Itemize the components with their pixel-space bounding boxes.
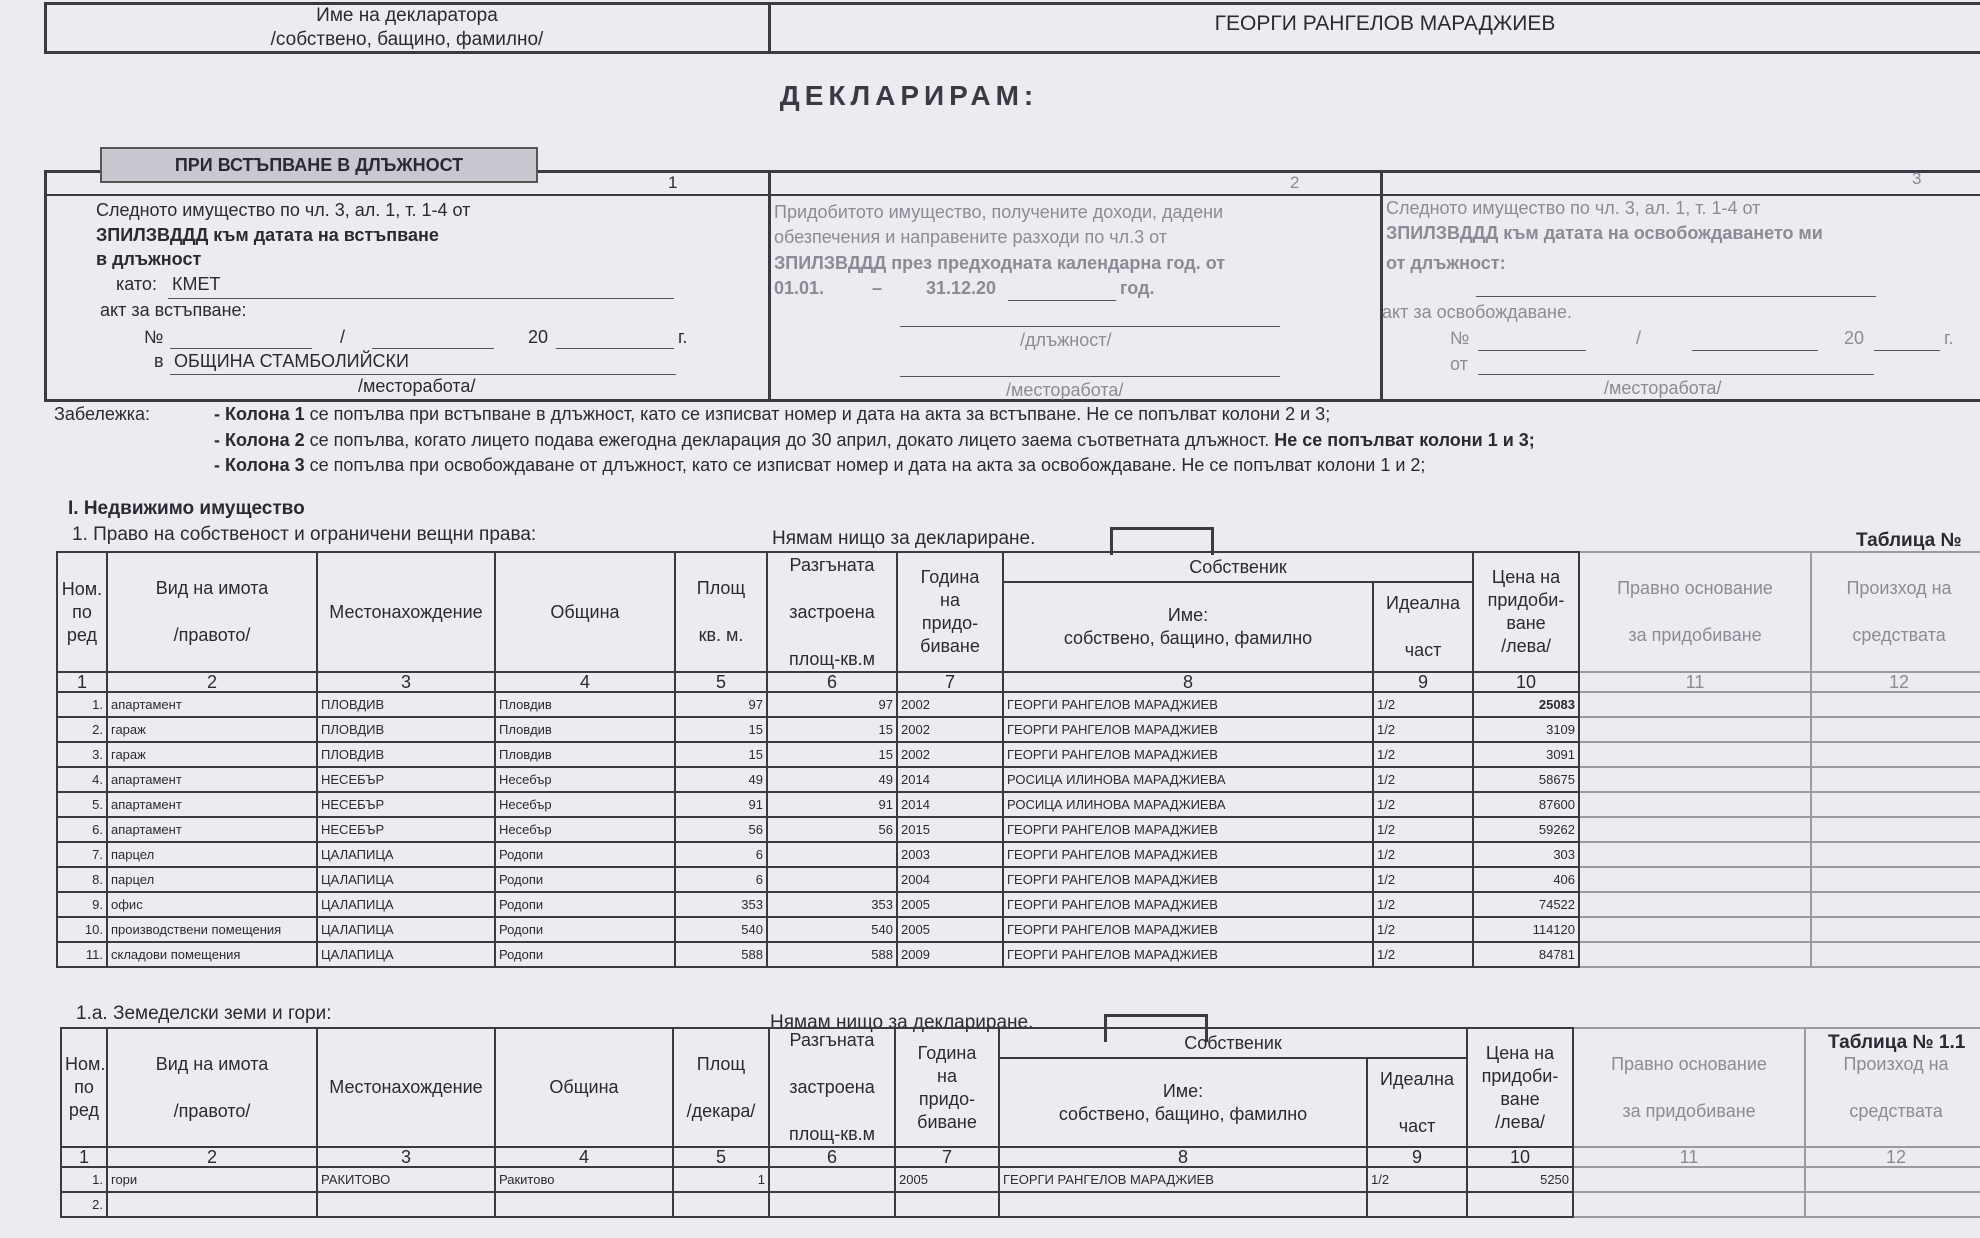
cell-legal-basis[interactable] <box>1579 942 1811 967</box>
fl-header-municipality: Община <box>495 1028 673 1147</box>
real-estate-heading: I. Недвижимо имущество <box>68 498 305 519</box>
re-header-municipality: Община <box>495 552 675 672</box>
col1-line1: Следното имущество по чл. 3, ал. 1, т. 1-4 от <box>96 200 471 220</box>
col2-date-to: 31.12.20 <box>926 278 997 298</box>
cell-acquisition-price[interactable]: 5250 <box>1467 1167 1573 1192</box>
cell-legal-basis[interactable] <box>1573 1192 1805 1217</box>
column-number-10: 10 <box>1473 672 1579 692</box>
cell-row-number[interactable]: 1. <box>61 1167 107 1192</box>
cell-row-number[interactable]: 4. <box>57 767 107 792</box>
notes-label: Забележка: <box>54 404 151 424</box>
cell-acquisition-price[interactable]: 74522 <box>1473 892 1579 917</box>
column-number-6: 6 <box>769 1147 895 1167</box>
cell-property-type[interactable]: апартамент <box>107 817 317 842</box>
cell-fund-origin[interactable] <box>1811 742 1980 767</box>
cell-owner-name[interactable] <box>999 1192 1367 1217</box>
cell-acquisition-price[interactable]: 114120 <box>1473 917 1579 942</box>
col1-no-label: № <box>144 327 164 347</box>
col2-date-from: 01.01. <box>774 278 825 298</box>
column-number-2: 2 <box>107 672 317 692</box>
cell-municipality[interactable]: Родопи <box>495 942 675 967</box>
col1-in-value: ОБЩИНА СТАМБОЛИЙСКИ <box>174 351 409 371</box>
re-header-origin: Произход на средствата <box>1811 552 1980 672</box>
col2-workplace: /месторабота/ <box>1006 380 1124 400</box>
cell-location[interactable]: ЦАЛАПИЦА <box>317 892 495 917</box>
cell-ideal-share[interactable]: 1/2 <box>1373 792 1473 817</box>
cell-acquisition-price[interactable]: 303 <box>1473 842 1579 867</box>
section-col-number-1: 1 <box>668 173 678 192</box>
cell-location[interactable]: ЦАЛАПИЦА <box>317 842 495 867</box>
farmland-table-no: Таблица № 1.1 <box>1828 1032 1966 1053</box>
cell-property-type[interactable]: производствени помещения <box>107 917 317 942</box>
cell-row-number[interactable]: 5. <box>57 792 107 817</box>
col1-line3: в длъжност <box>96 249 202 269</box>
cell-location[interactable]: РАКИТОВО <box>317 1167 495 1192</box>
cell-built-area[interactable] <box>767 842 897 867</box>
table-row <box>57 892 1980 917</box>
cell-property-type[interactable]: складови помещения <box>107 942 317 967</box>
cell-row-number[interactable]: 6. <box>57 817 107 842</box>
cell-ideal-share[interactable]: 1/2 <box>1373 717 1473 742</box>
cell-built-area[interactable]: 588 <box>767 942 897 967</box>
column-number-9: 9 <box>1373 672 1473 692</box>
col3-slash: / <box>1636 328 1642 348</box>
col1-as-value: КМЕТ <box>172 274 221 294</box>
cell-municipality[interactable]: Родопи <box>495 917 675 942</box>
col3-as-underline <box>1476 296 1876 297</box>
col3-year-prefix: 20 <box>1844 328 1865 348</box>
table-row <box>57 917 1980 942</box>
cell-property-type[interactable]: офис <box>107 892 317 917</box>
column-number-3: 3 <box>317 672 495 692</box>
cell-municipality[interactable]: Несебър <box>495 792 675 817</box>
column-number-7: 7 <box>897 672 1003 692</box>
farmland-subheading: 1.а. Земеделски земи и гори: <box>76 1003 332 1024</box>
col3-year-suffix: г. <box>1944 328 1954 348</box>
cell-area[interactable]: 588 <box>675 942 767 967</box>
cell-municipality[interactable]: Ракитово <box>495 1167 673 1192</box>
cell-owner-name[interactable]: РОСИЦА ИЛИНОВА МАРАДЖИЕВА <box>1003 792 1373 817</box>
cell-location[interactable]: ЦАЛАПИЦА <box>317 867 495 892</box>
cell-acquisition-year[interactable]: 2009 <box>897 942 1003 967</box>
column-number-8: 8 <box>999 1147 1367 1167</box>
cell-legal-basis[interactable] <box>1579 892 1811 917</box>
table-row <box>57 792 1980 817</box>
cell-municipality[interactable]: Родопи <box>495 842 675 867</box>
col1-workplace: /месторабота/ <box>358 376 476 396</box>
cell-legal-basis[interactable] <box>1579 842 1811 867</box>
cell-owner-name[interactable]: ГЕОРГИ РАНГЕЛОВ МАРАДЖИЕВ <box>1003 842 1373 867</box>
cell-ideal-share[interactable]: 1/2 <box>1373 867 1473 892</box>
cell-owner-name[interactable]: ГЕОРГИ РАНГЕЛОВ МАРАДЖИЕВ <box>1003 892 1373 917</box>
cell-fund-origin[interactable] <box>1805 1167 1980 1192</box>
column-number-11: 11 <box>1573 1147 1805 1167</box>
cell-row-number[interactable]: 1. <box>57 692 107 717</box>
cell-property-type[interactable]: гараж <box>107 742 317 767</box>
fl-header-type: Вид на имота /правото/ <box>107 1028 317 1147</box>
re-column-numbers <box>57 672 1980 692</box>
cell-municipality[interactable]: Пловдив <box>495 717 675 742</box>
declarant-label-line2: /собствено, бащино, фамилно/ <box>270 29 544 50</box>
col1-slash: / <box>340 327 346 347</box>
cell-acquisition-price[interactable]: 59262 <box>1473 817 1579 842</box>
table-row <box>57 867 1980 892</box>
notes-line-3-bold: - Колона 3 <box>214 455 305 475</box>
re-header-owner-name: Име: собствено, бащино, фамилно <box>1003 582 1373 672</box>
cell-legal-basis[interactable] <box>1579 767 1811 792</box>
col3-date-underline <box>1692 350 1818 351</box>
cell-acquisition-year[interactable]: 2005 <box>897 892 1003 917</box>
declarant-name: ГЕОРГИ РАНГЕЛОВ МАРАДЖИЕВ <box>1214 12 1556 35</box>
cell-acquisition-year[interactable]: 2003 <box>897 842 1003 867</box>
table-row <box>61 1167 1980 1192</box>
col2-workplace-underline <box>900 376 1280 377</box>
cell-owner-name[interactable]: ГЕОРГИ РАНГЕЛОВ МАРАДЖИЕВ <box>1003 717 1373 742</box>
col1-year-prefix: 20 <box>528 327 549 347</box>
cell-owner-name[interactable]: ГЕОРГИ РАНГЕЛОВ МАРАДЖИЕВ <box>1003 817 1373 842</box>
cell-acquisition-year[interactable]: 2002 <box>897 692 1003 717</box>
cell-owner-name[interactable]: ГЕОРГИ РАНГЕЛОВ МАРАДЖИЕВ <box>1003 692 1373 717</box>
table-row <box>57 942 1980 967</box>
cell-fund-origin[interactable] <box>1805 1192 1980 1217</box>
fl-header-owner: Собственик <box>999 1028 1467 1058</box>
fl-header-legal: Правно основание за придобиване <box>1573 1028 1805 1147</box>
cell-acquisition-year[interactable] <box>895 1192 999 1217</box>
cell-ideal-share[interactable]: 1/2 <box>1373 767 1473 792</box>
notes-line-2-text: се попълва, когато лицето подава ежегодна декларация до 30 април, докато лицето заема съответната длъжност. <box>304 430 1275 450</box>
cell-fund-origin[interactable] <box>1811 692 1980 717</box>
section-badge: ПРИ ВСТЪПВАНЕ В ДЛЪЖНОСТ <box>100 147 538 183</box>
real-estate-table <box>56 551 1980 968</box>
cell-area[interactable]: 49 <box>675 767 767 792</box>
col2-line3: ЗПИЛЗВДДД през предходната календарна год. от <box>774 253 1226 273</box>
col1-year-suffix: г. <box>678 327 688 347</box>
cell-acquisition-year[interactable]: 2004 <box>897 867 1003 892</box>
table-row <box>61 1192 1980 1217</box>
fl-header-area: Площ /декара/ <box>673 1028 769 1147</box>
cell-built-area[interactable]: 49 <box>767 767 897 792</box>
col3-year-underline <box>1874 350 1940 351</box>
notes-line-3-text: се попълва при освобождаване от длъжност, като се изписват номер и дата на акта за освобождаване. Не се попълват колони 1 и 2; <box>304 455 1426 475</box>
col2-year-underline <box>1008 300 1116 301</box>
col3-line1: Следното имущество по чл. 3, ал. 1, т. 1-4 от <box>1386 198 1761 218</box>
column-number-1: 1 <box>57 672 107 692</box>
cell-location[interactable]: НЕСЕБЪР <box>317 767 495 792</box>
cell-location[interactable]: ЦАЛАПИЦА <box>317 917 495 942</box>
fl-header-built: Разгъната застроена площ-кв.м <box>769 1028 895 1147</box>
cell-built-area[interactable]: 15 <box>767 742 897 767</box>
cell-legal-basis[interactable] <box>1579 817 1811 842</box>
col3-from-label: от <box>1450 354 1468 374</box>
cell-built-area[interactable]: 15 <box>767 717 897 742</box>
cell-acquisition-price[interactable]: 3091 <box>1473 742 1579 767</box>
cell-location[interactable]: ПЛОВДИВ <box>317 742 495 767</box>
col3-act-label: акт за освобождаване. <box>1382 302 1572 322</box>
cell-fund-origin[interactable] <box>1811 792 1980 817</box>
cell-ideal-share[interactable]: 1/2 <box>1373 842 1473 867</box>
col2-position-underline <box>900 326 1280 327</box>
re-header-area: Площ кв. м. <box>675 552 767 672</box>
cell-fund-origin[interactable] <box>1811 717 1980 742</box>
cell-acquisition-price[interactable]: 25083 <box>1473 692 1579 717</box>
cell-legal-basis[interactable] <box>1579 742 1811 767</box>
cell-legal-basis[interactable] <box>1579 917 1811 942</box>
cell-fund-origin[interactable] <box>1811 867 1980 892</box>
cell-ideal-share[interactable]: 1/2 <box>1367 1167 1467 1192</box>
cell-acquisition-year[interactable]: 2002 <box>897 717 1003 742</box>
cell-owner-name[interactable]: РОСИЦА ИЛИНОВА МАРАДЖИЕВА <box>1003 767 1373 792</box>
declarant-label <box>44 4 770 52</box>
re-header-share: Идеална част <box>1373 582 1473 672</box>
cell-location[interactable]: НЕСЕБЪР <box>317 817 495 842</box>
cell-municipality[interactable]: Несебър <box>495 767 675 792</box>
cell-property-type[interactable]: парцел <box>107 867 317 892</box>
column-number-5: 5 <box>673 1147 769 1167</box>
cell-fund-origin[interactable] <box>1811 942 1980 967</box>
re-header-location: Местонахождение <box>317 552 495 672</box>
cell-owner-name[interactable]: ГЕОРГИ РАНГЕЛОВ МАРАДЖИЕВ <box>999 1167 1367 1192</box>
cell-acquisition-price[interactable]: 3109 <box>1473 717 1579 742</box>
cell-municipality[interactable]: Пловдив <box>495 692 675 717</box>
cell-area[interactable]: 56 <box>675 817 767 842</box>
table-row <box>57 767 1980 792</box>
column-number-1: 1 <box>61 1147 107 1167</box>
section-divider-2 <box>1380 170 1383 402</box>
re-header-num: Ном. по ред <box>57 552 107 672</box>
cell-row-number[interactable]: 7. <box>57 842 107 867</box>
real-estate-table-no: Таблица № <box>1856 530 1962 551</box>
re-header-built: Разгъната застроена площ-кв.м <box>767 552 897 672</box>
col1-line2: ЗПИЛЗВДДД към датата на встъпване <box>96 225 439 245</box>
table-row <box>57 692 1980 717</box>
column-number-7: 7 <box>895 1147 999 1167</box>
cell-built-area[interactable] <box>767 867 897 892</box>
cell-owner-name[interactable]: ГЕОРГИ РАНГЕЛОВ МАРАДЖИЕВ <box>1003 867 1373 892</box>
cell-acquisition-year[interactable]: 2005 <box>895 1167 999 1192</box>
notes-line-3 <box>214 453 1425 478</box>
re-header-owner: Собственик <box>1003 552 1473 582</box>
cell-fund-origin[interactable] <box>1811 917 1980 942</box>
farmland-table <box>60 1027 1980 1218</box>
cell-area[interactable]: 353 <box>675 892 767 917</box>
table-row <box>57 842 1980 867</box>
cell-municipality[interactable]: Пловдив <box>495 742 675 767</box>
cell-built-area[interactable]: 91 <box>767 792 897 817</box>
cell-municipality[interactable]: Несебър <box>495 817 675 842</box>
cell-acquisition-price[interactable] <box>1467 1192 1573 1217</box>
cell-area[interactable]: 1 <box>673 1167 769 1192</box>
re-header-legal: Правно основание за придобиване <box>1579 552 1811 672</box>
real-estate-subheading: 1. Право на собственост и ограничени вещни права: <box>72 524 537 545</box>
cell-fund-origin[interactable] <box>1811 842 1980 867</box>
cell-location[interactable]: ПЛОВДИВ <box>317 717 495 742</box>
col1-year-underline <box>556 348 674 349</box>
cell-fund-origin[interactable] <box>1811 892 1980 917</box>
col1-act-label: акт за встъпване: <box>100 300 247 320</box>
col3-from-underline <box>1478 374 1874 375</box>
fl-header-price: Цена на придоби- ване /лева/ <box>1467 1028 1573 1147</box>
cell-acquisition-year[interactable]: 2005 <box>897 917 1003 942</box>
fl-header-share: Идеална част <box>1367 1058 1467 1147</box>
col3-no-label: № <box>1450 328 1470 348</box>
col3-line3: от длъжност: <box>1386 253 1506 273</box>
notes-line-1-bold: - Колона 1 <box>214 404 305 424</box>
column-number-12: 12 <box>1811 672 1980 692</box>
column-number-11: 11 <box>1579 672 1811 692</box>
notes-line-1-text: се попълва при встъпване в длъжност, като се изписват номер и дата на акта за встъпване. Не се попълват колони 2 и 3; <box>304 404 1331 424</box>
cell-municipality[interactable]: Родопи <box>495 892 675 917</box>
fl-header-location: Местонахождение <box>317 1028 495 1147</box>
cell-built-area[interactable] <box>769 1167 895 1192</box>
cell-owner-name[interactable]: ГЕОРГИ РАНГЕЛОВ МАРАДЖИЕВ <box>1003 917 1373 942</box>
cell-ideal-share[interactable]: 1/2 <box>1373 917 1473 942</box>
notes-line-1 <box>214 402 1330 427</box>
col1-in-label: в <box>154 351 164 371</box>
cell-location[interactable]: ПЛОВДИВ <box>317 692 495 717</box>
cell-ideal-share[interactable] <box>1367 1192 1467 1217</box>
fl-header-owner-name: Име: собствено, бащино, фамилно <box>999 1058 1367 1147</box>
col3-line2: ЗПИЛЗВДДД към датата на освобождаването ми <box>1386 223 1823 243</box>
notes-line-2-end: Не се попълват колони 1 и 3; <box>1274 430 1535 450</box>
cell-ideal-share[interactable]: 1/2 <box>1373 892 1473 917</box>
cell-row-number[interactable]: 10. <box>57 917 107 942</box>
cell-fund-origin[interactable] <box>1811 767 1980 792</box>
cell-legal-basis[interactable] <box>1579 867 1811 892</box>
cell-area[interactable]: 6 <box>675 867 767 892</box>
cell-legal-basis[interactable] <box>1579 792 1811 817</box>
section-col-number-2: 2 <box>1290 173 1300 192</box>
cell-property-type[interactable]: парцел <box>107 842 317 867</box>
real-estate-nothing: Нямам нищо за деклариране. <box>772 528 1036 549</box>
section-col-number-3: 3 <box>1912 169 1922 188</box>
fl-header-num: Ном. по ред <box>61 1028 107 1147</box>
column-number-2: 2 <box>107 1147 317 1167</box>
cell-ideal-share[interactable]: 1/2 <box>1373 692 1473 717</box>
cell-property-type[interactable]: апартамент <box>107 792 317 817</box>
cell-property-type[interactable]: гори <box>107 1167 317 1192</box>
fl-header-origin: Произход на средствата <box>1805 1028 1980 1147</box>
col3-workplace: /месторабота/ <box>1604 378 1722 398</box>
col2-line1: Придобитото имущество, получените доходи, дадени <box>774 202 1224 222</box>
col3-no-underline <box>1478 350 1586 351</box>
cell-area[interactable] <box>673 1192 769 1217</box>
fl-column-numbers <box>61 1147 1980 1167</box>
cell-property-type[interactable]: гараж <box>107 717 317 742</box>
column-number-3: 3 <box>317 1147 495 1167</box>
declare-title: ДЕКЛАРИРАМ: <box>779 80 1039 111</box>
cell-area[interactable]: 97 <box>675 692 767 717</box>
cell-property-type[interactable]: апартамент <box>107 692 317 717</box>
cell-area[interactable]: 91 <box>675 792 767 817</box>
column-number-6: 6 <box>767 672 897 692</box>
column-number-9: 9 <box>1367 1147 1467 1167</box>
fl-header-year: Година на придо- биване <box>895 1028 999 1147</box>
declarant-label-line1: Име на декларатора <box>316 5 498 26</box>
cell-fund-origin[interactable] <box>1811 817 1980 842</box>
column-number-12: 12 <box>1805 1147 1980 1167</box>
cell-acquisition-price[interactable]: 406 <box>1473 867 1579 892</box>
cell-property-type[interactable] <box>107 1192 317 1217</box>
re-header-year: Година на придо- биване <box>897 552 1003 672</box>
cell-legal-basis[interactable] <box>1579 692 1811 717</box>
cell-row-number[interactable]: 9. <box>57 892 107 917</box>
table-row <box>57 742 1980 767</box>
cell-owner-name[interactable]: ГЕОРГИ РАНГЕЛОВ МАРАДЖИЕВ <box>1003 742 1373 767</box>
cell-property-type[interactable]: апартамент <box>107 767 317 792</box>
column-number-4: 4 <box>495 1147 673 1167</box>
table-row <box>57 817 1980 842</box>
cell-area[interactable]: 15 <box>675 742 767 767</box>
cell-ideal-share[interactable]: 1/2 <box>1373 742 1473 767</box>
cell-built-area[interactable]: 97 <box>767 692 897 717</box>
col2-position: /длъжност/ <box>1020 330 1112 350</box>
cell-ideal-share[interactable]: 1/2 <box>1373 942 1473 967</box>
cell-municipality[interactable] <box>495 1192 673 1217</box>
cell-legal-basis[interactable] <box>1579 717 1811 742</box>
cell-location[interactable]: ЦАЛАПИЦА <box>317 942 495 967</box>
cell-acquisition-year[interactable]: 2002 <box>897 742 1003 767</box>
cell-area[interactable]: 540 <box>675 917 767 942</box>
cell-row-number[interactable]: 2. <box>57 717 107 742</box>
notes-line-2-bold: - Колона 2 <box>214 430 305 450</box>
cell-built-area[interactable] <box>769 1192 895 1217</box>
column-number-5: 5 <box>675 672 767 692</box>
cell-municipality[interactable]: Родопи <box>495 867 675 892</box>
cell-location[interactable]: НЕСЕБЪР <box>317 792 495 817</box>
cell-area[interactable]: 15 <box>675 717 767 742</box>
cell-owner-name[interactable]: ГЕОРГИ РАНГЕЛОВ МАРАДЖИЕВ <box>1003 942 1373 967</box>
cell-location[interactable] <box>317 1192 495 1217</box>
column-number-4: 4 <box>495 672 675 692</box>
re-header-type: Вид на имота /правото/ <box>107 552 317 672</box>
cell-acquisition-price[interactable]: 58675 <box>1473 767 1579 792</box>
table-row <box>57 717 1980 742</box>
cell-ideal-share[interactable]: 1/2 <box>1373 817 1473 842</box>
cell-row-number[interactable]: 8. <box>57 867 107 892</box>
farmland-nothing: Нямам нищо за деклариране. <box>770 1012 1034 1033</box>
col2-line2: обезпечения и направените разходи по чл.3 от <box>774 227 1168 247</box>
cell-area[interactable]: 6 <box>675 842 767 867</box>
cell-built-area[interactable]: 353 <box>767 892 897 917</box>
cell-built-area[interactable]: 540 <box>767 917 897 942</box>
column-number-10: 10 <box>1467 1147 1573 1167</box>
cell-row-number[interactable]: 2. <box>61 1192 107 1217</box>
col2-dash: – <box>872 278 883 298</box>
section-divider-1 <box>768 170 771 402</box>
cell-row-number[interactable]: 11. <box>57 942 107 967</box>
col1-as-label: като: <box>116 274 157 294</box>
col2-year-suffix: год. <box>1120 278 1155 298</box>
cell-acquisition-price[interactable]: 87600 <box>1473 792 1579 817</box>
cell-row-number[interactable]: 3. <box>57 742 107 767</box>
re-header-price: Цена на придоби- ване /лева/ <box>1473 552 1579 672</box>
cell-built-area[interactable]: 56 <box>767 817 897 842</box>
notes-line-2 <box>214 428 1535 453</box>
column-number-8: 8 <box>1003 672 1373 692</box>
cell-acquisition-price[interactable]: 84781 <box>1473 942 1579 967</box>
cell-acquisition-year[interactable]: 2014 <box>897 792 1003 817</box>
cell-acquisition-year[interactable]: 2014 <box>897 767 1003 792</box>
cell-legal-basis[interactable] <box>1573 1167 1805 1192</box>
cell-acquisition-year[interactable]: 2015 <box>897 817 1003 842</box>
